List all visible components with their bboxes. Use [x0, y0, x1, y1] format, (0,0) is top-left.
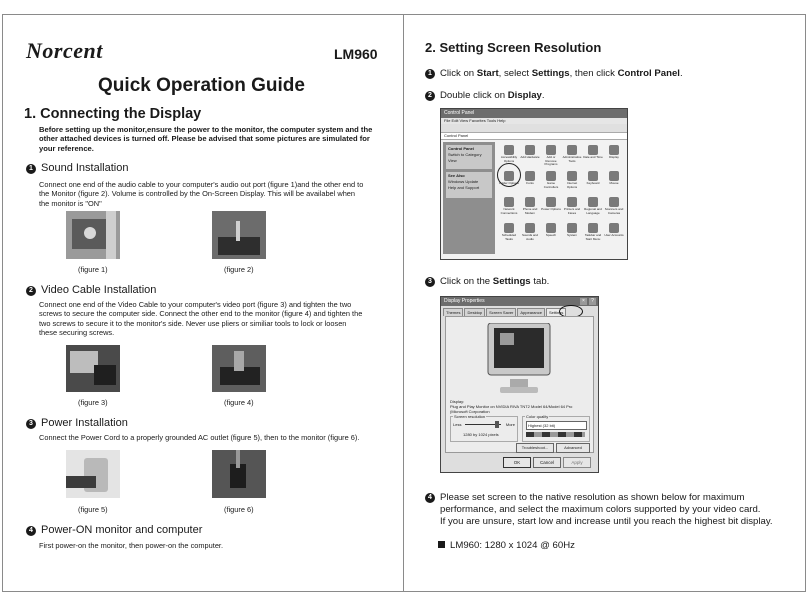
- applet-label: Internet Options: [566, 181, 578, 189]
- figure-5-caption: (figure 5): [78, 505, 108, 514]
- applet-icon: [525, 145, 535, 155]
- bullet-square-icon: [438, 541, 445, 548]
- step-number-badge: 4: [425, 493, 435, 503]
- figure-2-caption: (figure 2): [224, 265, 254, 274]
- figure-3-caption: (figure 3): [78, 398, 108, 407]
- step-number-badge: 2: [26, 286, 36, 296]
- applet-label: Sounds and Audio: [521, 233, 538, 241]
- control-panel-icon-display[interactable]: [604, 143, 624, 169]
- page-divider: [403, 14, 404, 592]
- applet-label: User Accounts: [604, 233, 624, 237]
- help-support-link[interactable]: Help and Support: [448, 185, 480, 190]
- control-panel-icon-add-or-remove-programs[interactable]: [541, 143, 561, 169]
- intro-text: Before setting up the monitor,ensure the power to the monitor, the computer system and the other attached devices is turned off. Please be advised that some pictures are simulated for your reference.: [39, 125, 373, 153]
- guide-title: Quick Operation Guide: [98, 75, 305, 96]
- control-panel-icon-regional-and-language[interactable]: [583, 195, 603, 221]
- resolution-slider-thumb[interactable]: [495, 421, 499, 428]
- step-1-text: 1 Click on Start, select Settings, then click Control Panel.: [425, 68, 683, 80]
- tab-themes[interactable]: Themes: [443, 308, 463, 316]
- control-panel-menu: File Edit View Favorites Tools Help: [441, 118, 627, 124]
- step-2-text: 2 Double click on Display.: [425, 90, 545, 102]
- control-panel-toolbar: [441, 124, 627, 133]
- color-quality-group: Color quality Highest (32 bit): [522, 416, 590, 442]
- control-panel-icon-date-and-time[interactable]: [583, 143, 603, 169]
- applet-icon: [525, 223, 535, 233]
- tab-screen-saver[interactable]: Screen Saver: [486, 308, 516, 316]
- applet-label: Date and Time: [583, 155, 603, 159]
- control-panel-icon-user-accounts[interactable]: [604, 221, 624, 247]
- advanced-button[interactable]: Advanced: [556, 443, 590, 453]
- step-3-text: 3 Click on the Settings tab.: [425, 276, 549, 288]
- video-title: Video Cable Installation: [41, 284, 157, 296]
- control-panel-sidebar: Control Panel Switch to Category View See Also Windows Update Help and Support: [443, 142, 495, 254]
- applet-label: Fonts: [526, 181, 534, 185]
- figure-1-photo: [66, 211, 120, 259]
- control-panel-icon-grid: [499, 143, 625, 253]
- color-bar: [526, 432, 585, 437]
- applet-label: Speech: [545, 233, 557, 237]
- control-panel-screenshot: [440, 108, 628, 260]
- applet-icon: [525, 197, 535, 207]
- control-panel-icon-network-connections[interactable]: [499, 195, 519, 221]
- poweron-heading: [26, 524, 202, 536]
- control-panel-address: Control Panel: [441, 133, 627, 140]
- applet-label: Add or Remove Programs: [544, 155, 558, 166]
- applet-icon: [546, 197, 556, 207]
- figure-2-photo: [212, 211, 266, 259]
- power-title: Power Installation: [41, 417, 128, 429]
- cancel-button[interactable]: Cancel: [533, 457, 561, 468]
- control-panel-icon-keyboard[interactable]: [583, 169, 603, 195]
- applet-icon: [504, 197, 514, 207]
- figure-6-photo: [212, 450, 266, 498]
- applet-icon: [588, 145, 598, 155]
- monitor-preview-icon: [486, 323, 552, 395]
- control-panel-icon-scanners-and-cameras[interactable]: [604, 195, 624, 221]
- applet-label: Taskbar and Start Menu: [584, 233, 602, 241]
- poweron-title: Power-ON monitor and computer: [41, 524, 203, 536]
- resolution-value: 1280 by 1024 pixels: [463, 432, 499, 437]
- video-text: Connect one end of the Video Cable to your computer's video port (figure 3) and tighten the two screws to secure the computer side. Connect the other end to the monitor (figure 4) and tighten the two screws to secure it to the monitor's side. Never use pliers or similiar tools to lock or loosen these securing screws.: [39, 300, 363, 337]
- figure-6-caption: (figure 6): [224, 505, 254, 514]
- applet-label: Scheduled Tasks: [501, 233, 517, 241]
- ok-button[interactable]: OK: [503, 457, 531, 468]
- applet-label: Game Controllers: [543, 181, 559, 189]
- spec-line: [438, 540, 575, 552]
- applet-label: Printers and Faxes: [563, 207, 581, 215]
- control-panel-icon-phone-and-modem[interactable]: [520, 195, 540, 221]
- applet-icon: [609, 197, 619, 207]
- close-icon[interactable]: ×: [580, 298, 587, 305]
- video-heading: [26, 284, 156, 296]
- control-panel-icon-administrative-tools[interactable]: [562, 143, 582, 169]
- apply-button[interactable]: Apply: [563, 457, 591, 468]
- applet-icon: [609, 223, 619, 233]
- control-panel-icon-scheduled-tasks[interactable]: [499, 221, 519, 247]
- poweron-text: First power-on the monitor, then power-on the computer.: [39, 541, 224, 550]
- applet-label: Add Hardware: [520, 155, 540, 159]
- control-panel-icon-taskbar-and-start-menu[interactable]: [583, 221, 603, 247]
- model-number: LM960: [334, 46, 378, 62]
- applet-icon: [567, 171, 577, 181]
- step-number-badge: 4: [26, 526, 36, 536]
- applet-label: Network Connections: [500, 207, 518, 215]
- figure-1-caption: (figure 1): [78, 265, 108, 274]
- display-properties-screenshot: [440, 296, 599, 473]
- control-panel-icon-sounds-and-audio[interactable]: [520, 221, 540, 247]
- step-number-badge: 1: [26, 164, 36, 174]
- power-heading: [26, 417, 128, 429]
- applet-icon: [546, 171, 556, 181]
- applet-label: System: [566, 233, 577, 237]
- section2-title: 2. Setting Screen Resolution: [425, 40, 602, 55]
- windows-update-link[interactable]: Windows Update: [448, 179, 479, 184]
- applet-icon: [504, 145, 514, 155]
- spec-text: LM960: 1280 x 1024 @ 60Hz: [450, 540, 575, 551]
- control-panel-icon-game-controllers[interactable]: [541, 169, 561, 195]
- figure-4-caption: (figure 4): [224, 398, 254, 407]
- applet-icon: [546, 223, 556, 233]
- control-panel-icon-add-hardware[interactable]: [520, 143, 540, 169]
- applet-icon: [609, 171, 619, 181]
- step-number-badge: 3: [425, 277, 435, 287]
- applet-label: Mouse: [609, 181, 619, 185]
- applet-icon: [567, 197, 577, 207]
- applet-label: Regional and Language: [584, 207, 602, 215]
- applet-label: Scanners and Cameras: [604, 207, 624, 215]
- control-panel-icon-internet-options[interactable]: [562, 169, 582, 195]
- applet-label: Keyboard: [586, 181, 600, 185]
- sound-heading: [26, 162, 128, 174]
- applet-icon: [504, 223, 514, 233]
- tab-settings[interactable]: Settings: [546, 308, 566, 316]
- control-panel-icon-speech[interactable]: [541, 221, 561, 247]
- applet-label: Phone and Modem: [522, 207, 538, 215]
- sound-title: Sound Installation: [41, 162, 129, 174]
- applet-icon: [588, 197, 598, 207]
- applet-icon: [588, 171, 598, 181]
- power-text: Connect the Power Cord to a properly grounded AC outlet (figure 5), then to the monitor (figure 6).: [39, 433, 360, 442]
- resolution-group: Screen resolution Less More 1280 by 1024 pixels: [450, 416, 518, 442]
- applet-label: Folder Options: [499, 181, 519, 185]
- applet-label: Power Options: [541, 207, 561, 211]
- figure-3-photo: [66, 345, 120, 392]
- brand-logo: Norcent: [26, 38, 103, 63]
- applet-label: Accessibility Options: [500, 155, 518, 163]
- control-panel-icon-power-options[interactable]: [541, 195, 561, 221]
- applet-icon: [567, 145, 577, 155]
- section1-title: 1. Connecting the Display: [24, 106, 202, 122]
- applet-icon: [567, 223, 577, 233]
- control-panel-icon-system[interactable]: [562, 221, 582, 247]
- settings-tab-panel: Display: Plug and Play Monitor on NVIDIA RIVA TNT2 Model 64/Model 64 Pro (Microsoft Corporation Screen resolution Less More 1280 by 1024 pixels Color quality Highest (32 bit) Troubleshoot... Advanced: [445, 316, 594, 453]
- step-number-badge: 1: [425, 69, 435, 79]
- display-icon-highlight: [497, 163, 521, 187]
- help-icon[interactable]: ?: [589, 298, 596, 305]
- applet-icon: [609, 145, 619, 155]
- applet-label: Administrative Tools: [562, 155, 582, 163]
- color-quality-select[interactable]: Highest (32 bit): [526, 421, 587, 430]
- figure-5-photo: [66, 450, 120, 498]
- sound-text: Connect one end of the audio cable to your computer's audio out port (figure 1)and the other end to the Monitor (figure 2). Volume is controlled by the On-Screen Display. This will be availabel when the monitor is "ON": [39, 180, 364, 208]
- troubleshoot-button[interactable]: Troubleshoot...: [516, 443, 554, 453]
- control-panel-icon-printers-and-faxes[interactable]: [562, 195, 582, 221]
- step-4-text: 4 Please set screen to the native resolution as shown below for maximum performance, and select the maximum colors supported by your video card. If you are unsure, start low and increase until you reach the highest bit display.: [425, 492, 795, 528]
- tab-appearance[interactable]: Appearance: [517, 308, 545, 316]
- display-properties-title: Display Properties: [444, 298, 485, 304]
- applet-icon: [546, 145, 556, 155]
- control-panel-icon-mouse[interactable]: [604, 169, 624, 195]
- switch-category-view-link[interactable]: Switch to Category View: [448, 152, 482, 163]
- applet-icon: [525, 171, 535, 181]
- applet-label: Display: [609, 155, 619, 159]
- figure-4-photo: [212, 345, 266, 392]
- applet-icon: [588, 223, 598, 233]
- step-number-badge: 3: [26, 419, 36, 429]
- tab-desktop[interactable]: Desktop: [464, 308, 485, 316]
- control-panel-icon-fonts[interactable]: [520, 169, 540, 195]
- step-number-badge: 2: [425, 91, 435, 101]
- control-panel-titlebar: Control Panel: [441, 109, 627, 118]
